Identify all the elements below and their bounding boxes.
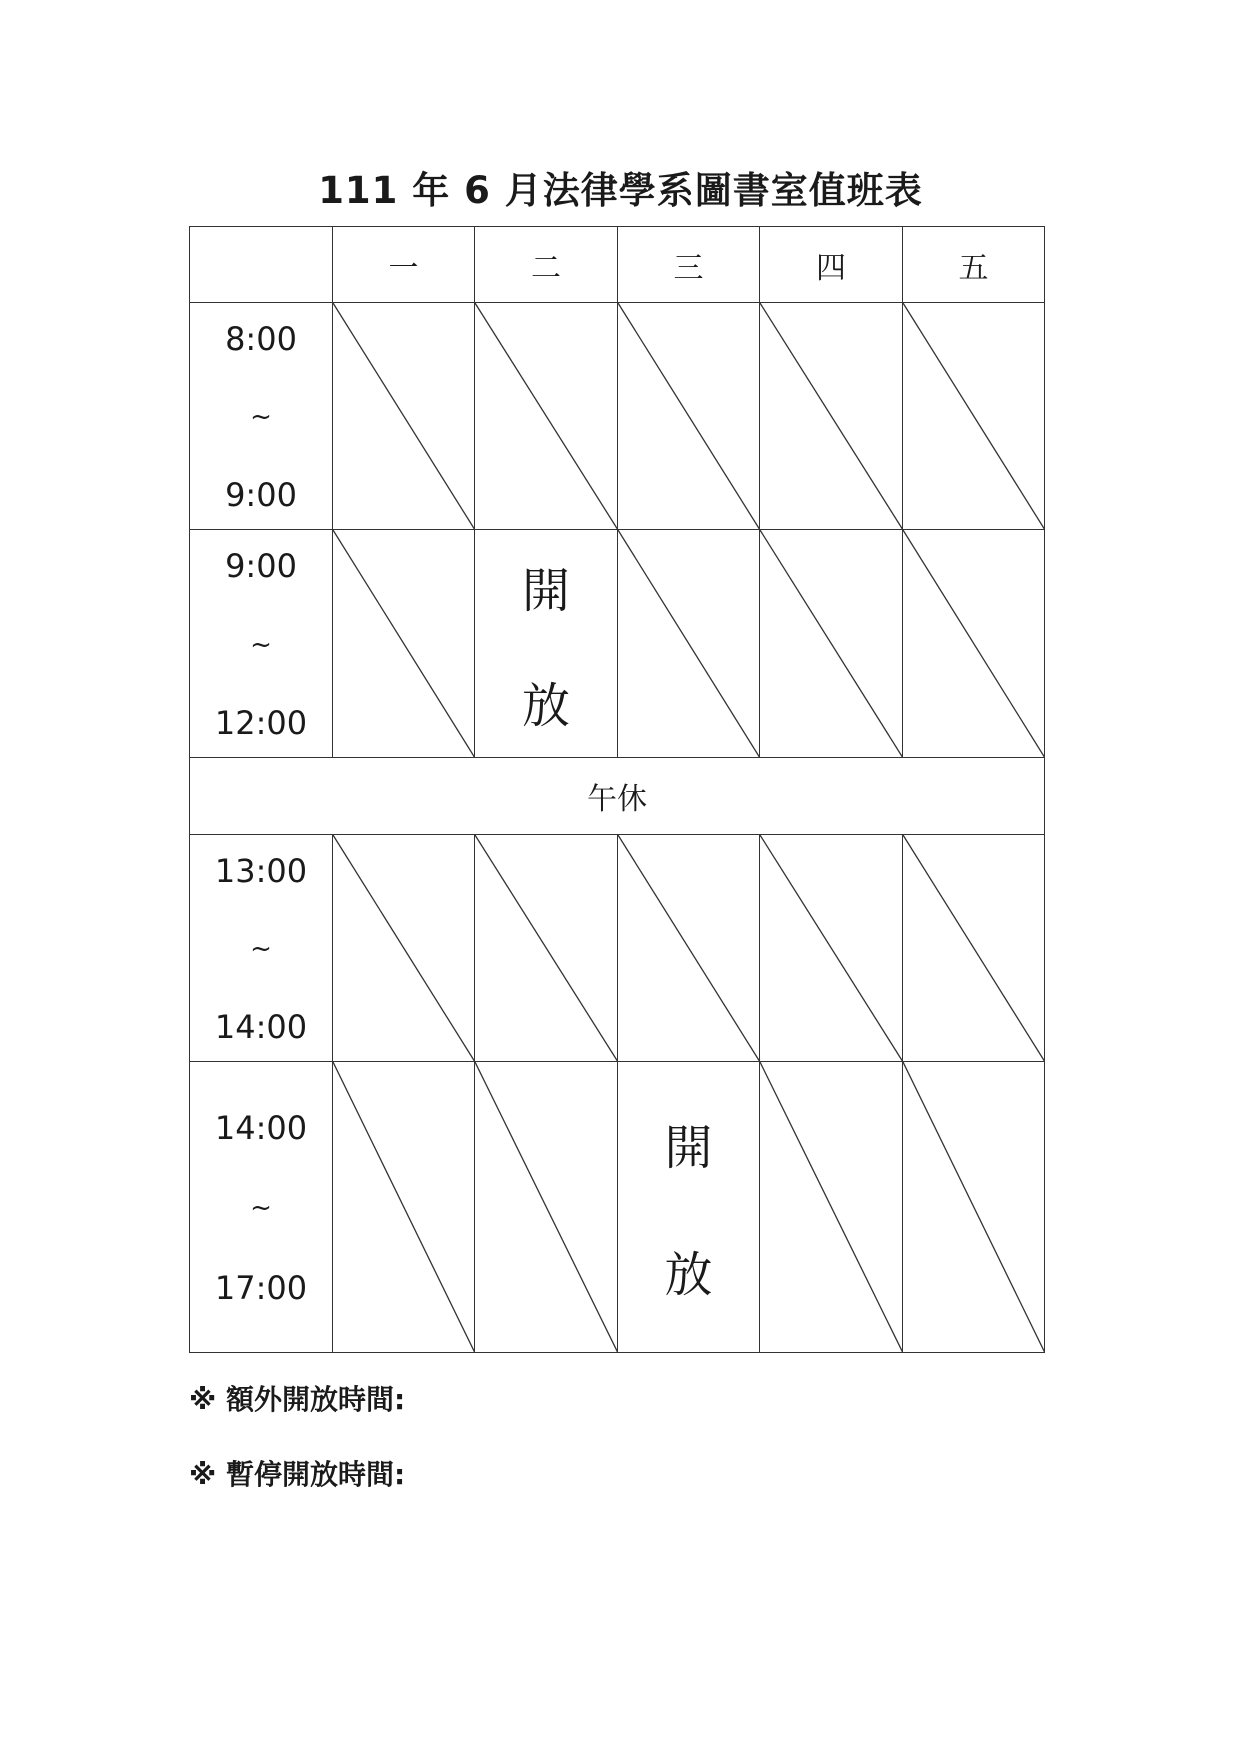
diagonal-strike xyxy=(760,530,903,758)
diagonal-line xyxy=(903,303,1045,530)
diagonal-strike xyxy=(333,1062,475,1353)
closed-slot-cell xyxy=(617,529,760,758)
closed-slot-cell xyxy=(332,529,475,758)
weekday-label: 一 xyxy=(388,250,419,286)
time-slot-cell xyxy=(189,529,333,758)
lunch-break-label: 午休 xyxy=(587,782,647,817)
diagonal-strike xyxy=(903,303,1045,530)
diagonal-strike xyxy=(618,303,760,530)
closed-slot-cell xyxy=(332,1061,475,1353)
open-label: 放 xyxy=(521,677,570,734)
closed-slot-cell xyxy=(332,834,475,1062)
time-slot-cell xyxy=(189,834,333,1062)
closed-slot-cell xyxy=(332,302,475,530)
closed-slot-cell xyxy=(759,302,903,530)
diagonal-strike xyxy=(475,835,618,1062)
closed-slot-cell xyxy=(902,834,1045,1062)
open-label: 開 xyxy=(521,562,570,619)
diagonal-line xyxy=(333,303,475,530)
diagonal-strike xyxy=(475,1062,618,1353)
diagonal-strike xyxy=(760,835,903,1062)
time-slot-cell xyxy=(189,302,333,530)
diagonal-line xyxy=(760,835,903,1062)
time-start: 13:00 xyxy=(214,852,308,890)
diagonal-strike xyxy=(333,835,475,1062)
page-title: 111 年 6 月法律學系圖書室值班表 xyxy=(318,169,923,212)
header-day-3 xyxy=(617,226,760,303)
closed-slot-cell xyxy=(474,834,618,1062)
diagonal-line xyxy=(618,303,760,530)
closed-slot-cell xyxy=(617,302,760,530)
time-start: 9:00 xyxy=(225,547,297,585)
header-day-2 xyxy=(474,226,618,303)
header-day-4 xyxy=(759,226,903,303)
diagonal-line xyxy=(333,835,475,1062)
time-end: 12:00 xyxy=(214,704,308,742)
diagonal-line xyxy=(760,303,903,530)
extra-open-hours-note: ※ 額外開放時間: xyxy=(189,1383,406,1416)
time-end: 14:00 xyxy=(214,1008,308,1046)
diagonal-strike xyxy=(618,530,760,758)
open-label: 開 xyxy=(664,1120,713,1176)
time-sep: ~ xyxy=(250,402,272,432)
diagonal-line xyxy=(903,835,1045,1062)
time-sep: ~ xyxy=(250,629,272,660)
diagonal-strike xyxy=(760,303,903,530)
diagonal-strike xyxy=(760,1062,903,1353)
time-end: 17:00 xyxy=(214,1269,308,1307)
time-slot-cell xyxy=(189,1061,333,1353)
time-start: 8:00 xyxy=(225,320,297,358)
diagonal-line xyxy=(475,835,618,1062)
closed-slot-cell xyxy=(902,529,1045,758)
diagonal-strike xyxy=(903,835,1045,1062)
closed-slot-cell xyxy=(902,1061,1045,1353)
open-slot-cell xyxy=(617,1061,760,1353)
paused-hours-note: ※ 暫停開放時間: xyxy=(189,1458,406,1491)
diagonal-line xyxy=(618,835,760,1062)
header-day-5 xyxy=(902,226,1045,303)
diagonal-strike xyxy=(333,530,475,758)
diagonal-line xyxy=(760,530,903,758)
diagonal-strike xyxy=(903,1062,1045,1353)
closed-slot-cell xyxy=(617,834,760,1062)
time-end: 9:00 xyxy=(225,476,297,514)
diagonal-line xyxy=(903,1062,1045,1353)
open-label: 放 xyxy=(664,1247,713,1303)
time-sep: ~ xyxy=(250,934,272,964)
lunch-break-row xyxy=(189,757,1045,835)
open-slot-cell xyxy=(474,529,618,758)
diagonal-line xyxy=(475,303,618,530)
diagonal-line xyxy=(475,1062,618,1353)
header-day-1 xyxy=(332,226,475,303)
closed-slot-cell xyxy=(474,1061,618,1353)
diagonal-strike xyxy=(333,303,475,530)
diagonal-line xyxy=(333,1062,475,1353)
time-start: 14:00 xyxy=(214,1109,308,1147)
header-corner-cell xyxy=(189,226,333,303)
closed-slot-cell xyxy=(759,1061,903,1353)
weekday-label: 四 xyxy=(816,250,846,286)
diagonal-line xyxy=(333,530,475,758)
closed-slot-cell xyxy=(902,302,1045,530)
closed-slot-cell xyxy=(759,529,903,758)
closed-slot-cell xyxy=(474,302,618,530)
weekday-label: 三 xyxy=(673,250,704,286)
weekday-label: 二 xyxy=(531,250,561,286)
diagonal-strike xyxy=(618,835,760,1062)
diagonal-line xyxy=(903,530,1045,758)
diagonal-strike xyxy=(903,530,1045,758)
diagonal-line xyxy=(760,1062,903,1353)
diagonal-strike xyxy=(475,303,618,530)
time-sep: ~ xyxy=(250,1193,272,1223)
weekday-label: 五 xyxy=(958,250,989,286)
closed-slot-cell xyxy=(759,834,903,1062)
diagonal-line xyxy=(618,530,760,758)
